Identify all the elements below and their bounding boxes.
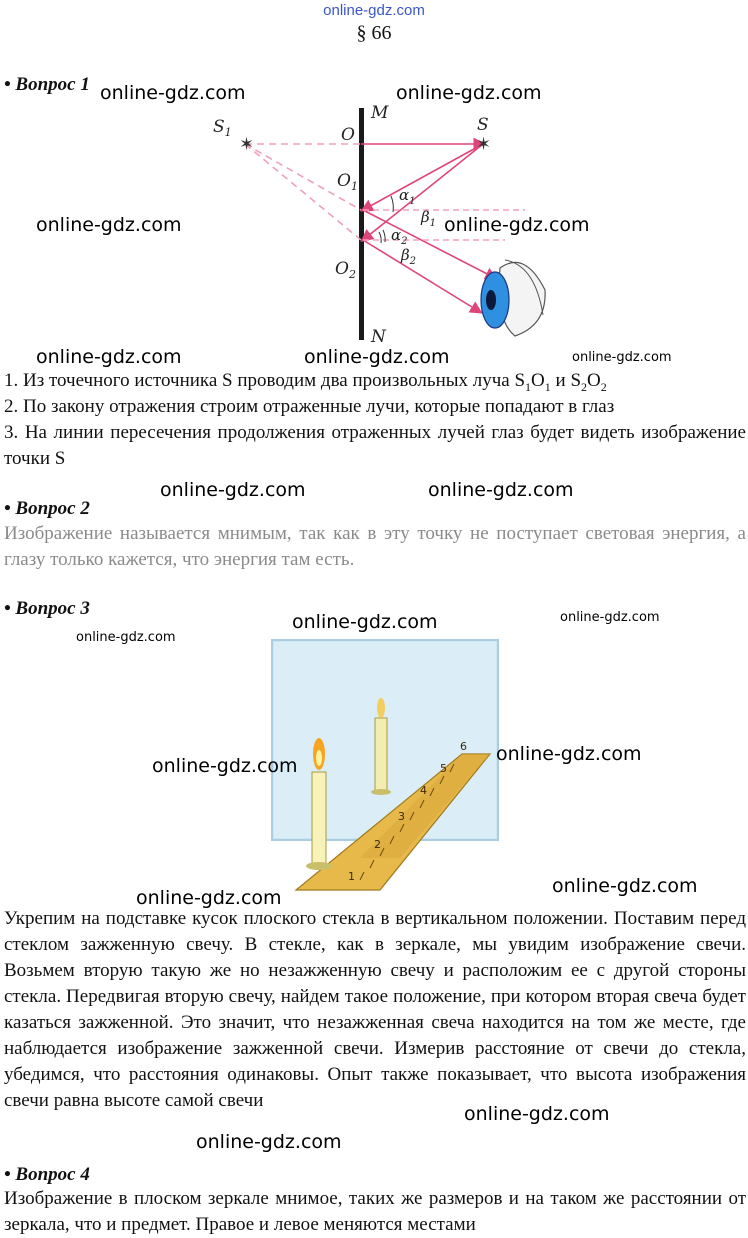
svg-text:α1: $\alpha_1$: [399, 186, 416, 207]
image-flame-icon: [377, 698, 385, 718]
svg-text:5: 5: [440, 762, 447, 775]
q4-answer: Изображение в плоском зеркале мнимое, таких же размеров и на таком же расстоянии от зеркала, что и предмет. Правое и левое меняются местами: [4, 1188, 746, 1235]
watermark: online-gdz.com: [76, 630, 176, 645]
watermark: online-gdz.com: [428, 479, 574, 501]
svg-text:N: N: [371, 327, 386, 347]
watermark: online-gdz.com: [160, 479, 306, 501]
watermark: online-gdz.com: [292, 611, 438, 633]
question-2-title: • Вопрос 2: [4, 498, 90, 519]
s-star-icon: ✶: [476, 134, 492, 155]
svg-text:α2: $\alpha_2$: [391, 226, 408, 247]
watermark: online-gdz.com: [496, 743, 642, 765]
unlit-candle: [375, 718, 387, 792]
question-4-title: • Вопрос 4: [4, 1164, 90, 1185]
watermark: online-gdz.com: [304, 346, 450, 368]
q2-answer: Изображение называется мнимым, так как в эту точку не поступает световая энергия, а глазу только кажется, что энергия там есть.: [4, 523, 746, 570]
svg-text:4: 4: [420, 784, 427, 797]
q1-step-1: 1. Из точечного источника S проводим два произвольных луча $S_1O_1$ и $S_2O_2$: [4, 370, 607, 394]
svg-text:S1: $S_1$: [213, 117, 232, 139]
watermark: online-gdz.com: [196, 1131, 342, 1153]
watermark: online-gdz.com: [552, 875, 698, 897]
svg-text:3: 3: [398, 810, 405, 823]
watermark: online-gdz.com: [100, 82, 246, 104]
svg-text:O2: $O_2$: [335, 259, 356, 281]
q1-step-3: 3. На линии пересечения продолжения отраженных лучей глаз будет видеть изображение точки S: [4, 422, 746, 469]
q1-step-2: 2. По закону отражения строим отраженные лучи, которые попадают в глаз: [4, 396, 615, 417]
watermark: online-gdz.com: [36, 214, 182, 236]
paragraph-number: § 66: [356, 22, 392, 44]
svg-text:β2: $\beta_2$: [401, 246, 417, 267]
svg-text:1: 1: [348, 870, 355, 883]
s1-star-icon: ✶: [239, 134, 255, 155]
svg-text:6: 6: [460, 740, 467, 753]
watermark: online-gdz.com: [136, 887, 282, 909]
watermark: online-gdz.com: [464, 1103, 610, 1125]
question-1-title: • Вопрос 1: [4, 74, 90, 95]
lit-candle: [312, 772, 326, 866]
watermark: online-gdz.com: [396, 82, 542, 104]
svg-text:2: 2: [374, 838, 381, 851]
svg-text:M: M: [371, 103, 389, 123]
watermark: online-gdz.com: [560, 610, 660, 625]
watermark: online-gdz.com: [36, 346, 182, 368]
watermark: online-gdz.com: [152, 755, 298, 777]
svg-text:S: S: [477, 115, 489, 135]
q3-answer: Укрепим на подставке кусок плоского стекла в вертикальном положении. Поставим перед стеклом зажженную свечу. В стекле, как в зеркале, мы увидим изображение свечи. Возьмем вторую такую же но незажженную свечу и расположим ее с другой стороны стекла. Передвигая вторую свечу, найдем такое положение, при котором вторая свеча будет казаться зажженной. Это значит, что незажженная свеча находится на том же месте, где наблюдается изображение зажженной свечи. Измерив расстояние от свечи до стекла, убедимся, что расстояния одинаковы. Опыт также показывает, что высота изображения свечи равна высоте самой свечи: [4, 908, 746, 1111]
svg-text:β1: $\beta_1$: [421, 208, 437, 229]
mirror-line: [359, 108, 364, 340]
question-3-title: • Вопрос 3: [4, 598, 90, 619]
svg-text:O: O: [341, 125, 355, 145]
site-header[interactable]: online-gdz.com: [323, 2, 425, 19]
svg-text:O1: $O_1$: [337, 171, 358, 193]
watermark: online-gdz.com: [572, 350, 672, 365]
eye-icon: [481, 260, 545, 336]
watermark: online-gdz.com: [444, 214, 590, 236]
